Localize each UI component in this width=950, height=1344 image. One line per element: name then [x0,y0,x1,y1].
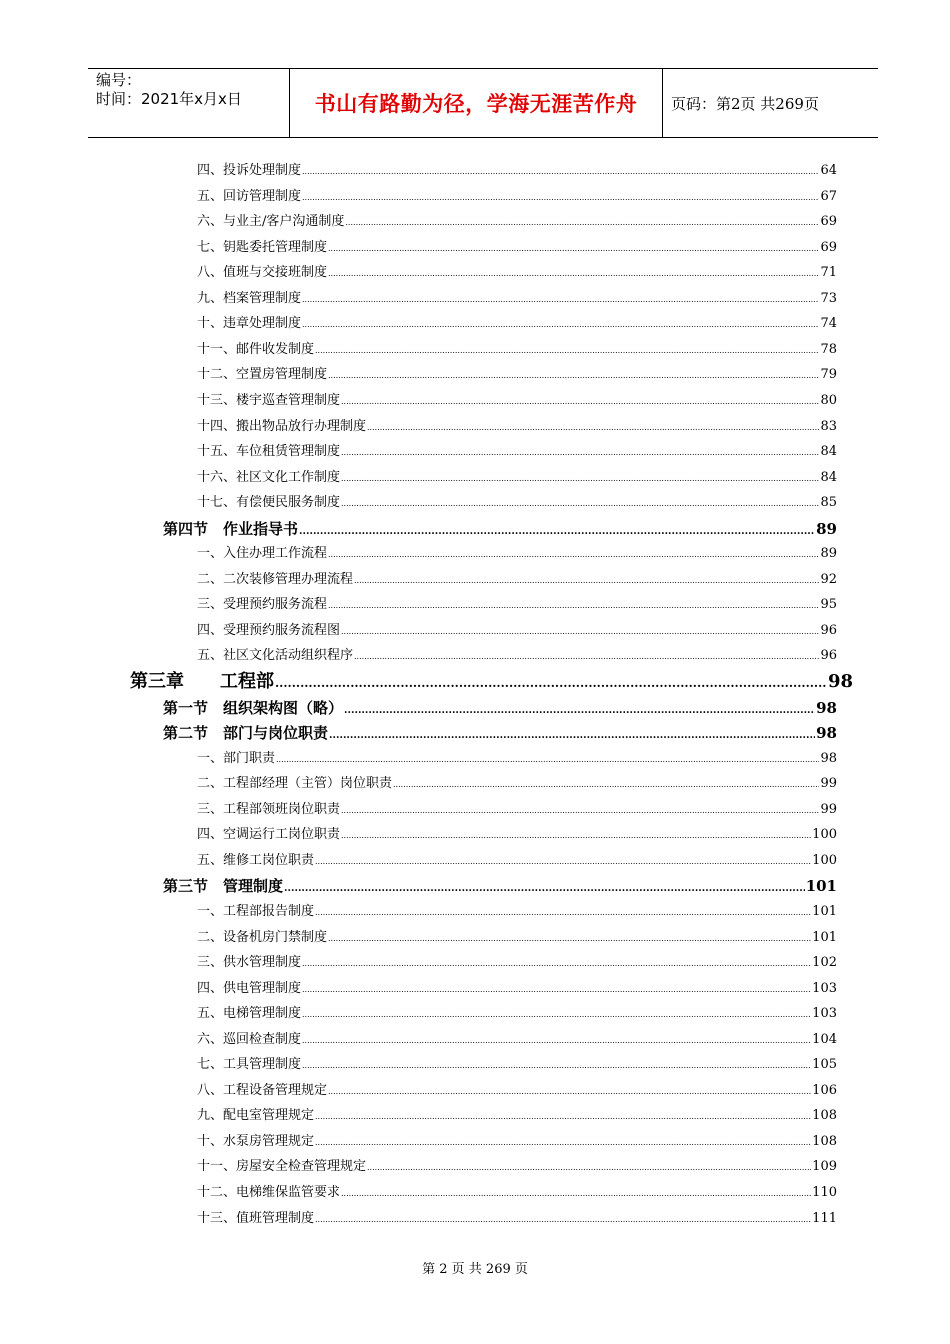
toc-entry-page: 102 [812,955,837,970]
toc-dot-leader [276,751,819,769]
toc-entry-page: 98 [827,671,853,692]
toc-entry-title: 三、工程部领班岗位职责 [197,802,341,817]
toc-entry-page: 78 [820,342,837,357]
toc-item-entry[interactable] [197,775,837,793]
toc-item-entry[interactable] [197,1082,837,1100]
header-page-info: 页码：第2页 共269页 [671,94,819,113]
toc-entry-page: 98 [816,724,837,742]
toc-entry-title: 三、供水管理制度 [197,955,302,970]
toc-entry-page: 96 [820,648,837,663]
toc-entry-title: 二、设备机房门禁制度 [197,930,328,945]
toc-entry-page: 84 [820,444,837,459]
toc-entry-page: 99 [820,802,837,817]
toc-dot-leader [341,623,819,641]
toc-item-entry[interactable] [197,903,837,921]
toc-entry-title: 三、受理预约服务流程 [197,597,328,612]
toc-dot-leader [315,853,811,871]
toc-section-entry[interactable] [163,876,837,896]
toc-entry-page: 109 [812,1159,837,1174]
toc-entry-title: 一、工程部报告制度 [197,904,315,919]
toc-entry-title: 十七、有偿便民服务制度 [197,495,341,510]
toc-dot-leader [302,316,819,334]
toc-item-entry[interactable] [197,1056,837,1074]
toc-item-entry[interactable] [197,1158,837,1176]
toc-item-entry[interactable] [197,545,837,563]
toc-entry-title: 十四、搬出物品放行办理制度 [197,419,367,434]
toc-entry-page: 104 [812,1032,837,1047]
toc-dot-leader [275,671,827,695]
toc-dot-leader [315,1211,811,1229]
toc-dot-leader [299,522,815,542]
toc-section-entry[interactable] [163,698,837,718]
toc-entry-title: 十五、车位租赁管理制度 [197,444,341,459]
toc-dot-leader [341,827,811,845]
toc-dot-leader [341,470,819,488]
toc-dot-leader [367,419,819,437]
toc-dot-leader [302,955,811,973]
toc-entry-page: 69 [820,214,837,229]
toc-item-entry[interactable] [197,1107,837,1125]
toc-entry-title: 二、二次装修管理办理流程 [197,572,354,587]
toc-entry-page: 98 [820,751,837,766]
toc-entry-title: 第三章 工程部 [130,671,274,692]
toc-item-entry[interactable] [197,571,837,589]
header-meta-cell [88,69,288,137]
toc-section-entry[interactable] [163,723,837,743]
toc-entry-title: 十一、邮件收发制度 [197,342,315,357]
toc-entry-title: 第二节 部门与岗位职责 [163,724,329,742]
toc-entry-title: 十三、值班管理制度 [197,1211,315,1226]
toc-item-entry[interactable] [197,290,837,308]
toc-dot-leader [302,291,819,309]
toc-dot-leader [284,879,805,899]
toc-entry-title: 第三节 管理制度 [163,877,284,895]
toc-item-entry[interactable] [197,596,837,614]
toc-item-entry[interactable] [197,852,837,870]
toc-dot-leader [341,495,819,513]
toc-item-entry[interactable] [197,418,837,436]
toc-entry-page: 101 [812,904,837,919]
toc-dot-leader [315,342,819,360]
toc-entry-page: 105 [812,1057,837,1072]
motto-text: 书山有路勤为径，学海无涯苦作舟 [314,92,638,116]
toc-entry-title: 六、与业主/客户沟通制度 [197,214,345,229]
toc-dot-leader [328,1083,811,1101]
toc-entry-page: 96 [820,623,837,638]
toc-entry-page: 89 [816,520,837,538]
toc-entry-page: 71 [820,265,837,280]
toc-entry-title: 第四节 作业指导书 [163,520,299,538]
toc-item-entry[interactable] [197,1005,837,1023]
toc-dot-leader [354,572,819,590]
toc-dot-leader [302,981,811,999]
toc-entry-title: 十、违章处理制度 [197,316,302,331]
page-footer: 第 2 页 共 269 页 [422,1262,528,1277]
toc-item-entry[interactable] [197,1184,837,1202]
toc-item-entry[interactable] [197,1210,837,1228]
toc-dot-leader [328,240,819,258]
toc-dot-leader [315,904,811,922]
toc-entry-page: 101 [812,930,837,945]
toc-dot-leader [315,1134,811,1152]
toc-item-entry[interactable] [197,622,837,640]
toc-entry-title: 一、入住办理工作流程 [197,546,328,561]
toc-dot-leader [341,393,819,411]
toc-item-entry[interactable] [197,341,837,359]
toc-entry-title: 七、钥匙委托管理制度 [197,240,328,255]
toc-entry-title: 十一、房屋安全检查管理规定 [197,1159,367,1174]
toc-dot-leader [328,930,811,948]
toc-item-entry[interactable] [197,1031,837,1049]
toc-item-entry[interactable] [197,213,837,231]
toc-item-entry[interactable] [197,826,837,844]
toc-entry-page: 111 [812,1211,837,1226]
toc-dot-leader [302,1057,811,1075]
toc-entry-page: 100 [812,827,837,842]
toc-entry-page: 84 [820,470,837,485]
toc-item-entry[interactable] [197,315,837,333]
toc-entry-title: 五、社区文化活动组织程序 [197,648,354,663]
toc-entry-page: 108 [812,1134,837,1149]
toc-dot-leader [345,214,819,232]
toc-item-entry[interactable] [197,443,837,461]
toc-dot-leader [344,701,815,721]
toc-entry-title: 十二、电梯维保监管要求 [197,1185,341,1200]
toc-entry-page: 67 [820,189,837,204]
toc-entry-title: 九、档案管理制度 [197,291,302,306]
toc-item-entry[interactable] [197,392,837,410]
toc-item-entry[interactable] [197,647,837,665]
toc-entry-page: 101 [805,877,837,895]
toc-item-entry[interactable] [197,929,837,947]
toc-entry-page: 80 [820,393,837,408]
toc-entry-page: 100 [812,853,837,868]
toc-dot-leader [367,1159,811,1177]
toc-section-entry[interactable] [163,519,837,539]
toc-entry-page: 69 [820,240,837,255]
toc-entry-page: 83 [820,419,837,434]
toc-entry-title: 五、回访管理制度 [197,189,302,204]
toc-dot-leader [328,546,819,564]
toc-entry-page: 74 [820,316,837,331]
toc-entry-title: 五、电梯管理制度 [197,1006,302,1021]
toc-entry-page: 79 [820,367,837,382]
toc-entry-title: 八、值班与交接班制度 [197,265,328,280]
toc-item-entry[interactable] [197,366,837,384]
toc-chapter-entry[interactable] [130,670,853,694]
toc-entry-title: 九、配电室管理规定 [197,1108,315,1123]
page-header [88,68,878,138]
toc-entry-page: 108 [812,1108,837,1123]
toc-entry-title: 十二、空置房管理制度 [197,367,328,382]
header-motto-cell [289,69,663,137]
toc-dot-leader [329,726,815,746]
toc-entry-title: 二、工程部经理（主管）岗位职责 [197,776,393,791]
toc-entry-title: 六、巡回检查制度 [197,1032,302,1047]
toc-item-entry[interactable] [197,980,837,998]
toc-entry-page: 92 [820,572,837,587]
toc-dot-leader [393,776,819,794]
toc-item-entry[interactable] [197,1133,837,1151]
toc-dot-leader [315,1108,811,1126]
toc-item-entry[interactable] [197,750,837,768]
toc-item-entry[interactable] [197,494,837,512]
document-number-label: 编号： [96,71,142,89]
toc-entry-page: 110 [812,1185,837,1200]
toc-entry-title: 八、工程设备管理规定 [197,1083,328,1098]
toc-dot-leader [341,802,819,820]
toc-item-entry[interactable] [197,801,837,819]
toc-dot-leader [341,1185,811,1203]
toc-entry-page: 64 [820,163,837,178]
document-date-label: 时间：2021年x月x日 [96,90,242,108]
toc-entry-page: 89 [820,546,837,561]
toc-entry-page: 95 [820,597,837,612]
toc-entry-title: 四、投诉处理制度 [197,163,302,178]
toc-item-entry[interactable] [197,469,837,487]
toc-dot-leader [328,367,819,385]
toc-dot-leader [354,648,819,666]
toc-item-entry[interactable] [197,954,837,972]
toc-dot-leader [302,163,819,181]
toc-dot-leader [328,265,819,283]
toc-entry-title: 七、工具管理制度 [197,1057,302,1072]
toc-dot-leader [302,1006,811,1024]
toc-entry-page: 73 [820,291,837,306]
toc-entry-page: 99 [820,776,837,791]
toc-entry-title: 四、供电管理制度 [197,981,302,996]
header-page-cell [663,69,878,137]
toc-entry-page: 103 [812,1006,837,1021]
toc-item-entry[interactable] [197,264,837,282]
toc-entry-title: 一、部门职责 [197,751,276,766]
toc-entry-title: 四、空调运行工岗位职责 [197,827,341,842]
toc-item-entry[interactable] [197,188,837,206]
toc-entry-page: 106 [812,1083,837,1098]
toc-entry-page: 103 [812,981,837,996]
toc-entry-page: 85 [820,495,837,510]
toc-dot-leader [328,597,819,615]
toc-entry-title: 十三、楼宇巡查管理制度 [197,393,341,408]
toc-dot-leader [341,444,819,462]
toc-item-entry[interactable] [197,239,837,257]
toc-dot-leader [302,1032,811,1050]
toc-entry-title: 第一节 组织架构图（略） [163,699,344,717]
toc-dot-leader [302,189,819,207]
toc-item-entry[interactable] [197,162,837,180]
toc-entry-title: 十六、社区文化工作制度 [197,470,341,485]
toc-entry-title: 十、水泵房管理规定 [197,1134,315,1149]
toc-entry-page: 98 [816,699,837,717]
toc-entry-title: 四、受理预约服务流程图 [197,623,341,638]
toc-entry-title: 五、维修工岗位职责 [197,853,315,868]
